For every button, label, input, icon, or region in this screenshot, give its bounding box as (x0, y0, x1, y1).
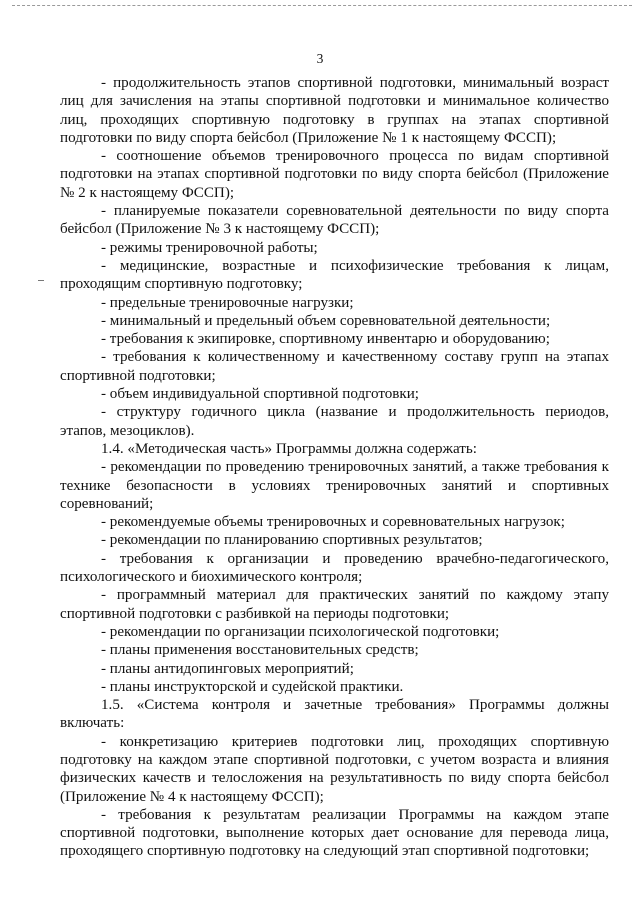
paragraph: - требования к экипировке, спортивному инвентарю и оборудованию; (101, 331, 550, 348)
paragraph: - программный материал для практических занятий по каждому этапу спортивной подготовки с разбивкой на периоды подготовки; (60, 587, 609, 622)
paragraph: - объем индивидуальной спортивной подготовки; (101, 386, 419, 403)
document-body (60, 74, 609, 861)
paragraph: - продолжительность этапов спортивной подготовки, минимальный возраст лиц для зачисления на этапы спортивной подготовки и минимальное количество лиц, проходящих спортивную подготовку в группах на этапах спортивной подготовки по виду спорта бейсбол (Приложение № 1 к настоящему ФССП); (60, 75, 609, 146)
scan-edge-line (12, 5, 632, 6)
paragraph: - планы антидопинговых мероприятий; (101, 660, 354, 677)
margin-mark (38, 280, 44, 281)
paragraph: - минимальный и предельный объем соревновательной деятельности; (101, 312, 551, 329)
paragraph: - требования к организации и проведению врачебно-педагогического, психологического и биохимического контроля; (60, 550, 609, 586)
paragraph: - структуру годичного цикла (название и продолжительность периодов, этапов, мезоциклов). (60, 404, 609, 439)
paragraph: - требования к результатам реализации Программы на каждом этапе спортивной подготовки, выполнение которых дает основание для перевода лица, проходящего спортивную подготовку на следующий этап спортивной подготовки; (60, 806, 609, 860)
paragraph: - рекомендации по планированию спортивных результатов; (101, 532, 483, 549)
section-heading: 1.4. «Методическая часть» Программы должна содержать: (101, 440, 477, 457)
paragraph: - соотношение объемов тренировочного процесса по видам спортивной подготовки на этапах спортивной подготовки по виду спорта бейсбол (Приложение № 2 к настоящему ФССП); (60, 148, 609, 201)
paragraph: - планы инструкторской и судейской практики. (101, 678, 404, 695)
paragraph: - рекомендации по организации психологической подготовки; (101, 623, 500, 640)
paragraph: - требования к количественному и качественному составу групп на этапах спортивной подготовки; (60, 349, 609, 384)
paragraph: - медицинские, возрастные и психофизические требования к лицам, проходящим спортивную подготовку; (60, 257, 609, 293)
paragraph: - планируемые показатели соревновательной деятельности по виду спорта бейсбол (Приложение № 3 к настоящему ФССП); (60, 203, 609, 238)
paragraph: - планы применения восстановительных средств; (101, 642, 419, 659)
paragraph: - рекомендуемые объемы тренировочных и соревновательных нагрузок; (101, 514, 565, 531)
paragraph: - рекомендации по проведению тренировочных занятий, а также требования к технике безопасности в условиях тренировочных занятий и спортивных соревнований; (60, 459, 609, 512)
page-number: 3 (316, 51, 324, 66)
section-heading: 1.5. «Система контроля и зачетные требования» Программы должны включать: (60, 697, 609, 732)
paragraph: - конкретизацию критериев подготовки лиц, проходящих спортивную подготовку на каждом этапе спортивной подготовки, с учетом возраста и влияния физических качеств и телосложения на результативность по виду спорта бейсбол (Приложение № 4 к настоящему ФССП); (60, 733, 609, 805)
paragraph: - предельные тренировочные нагрузки; (101, 294, 354, 311)
paragraph: - режимы тренировочной работы; (101, 239, 318, 256)
